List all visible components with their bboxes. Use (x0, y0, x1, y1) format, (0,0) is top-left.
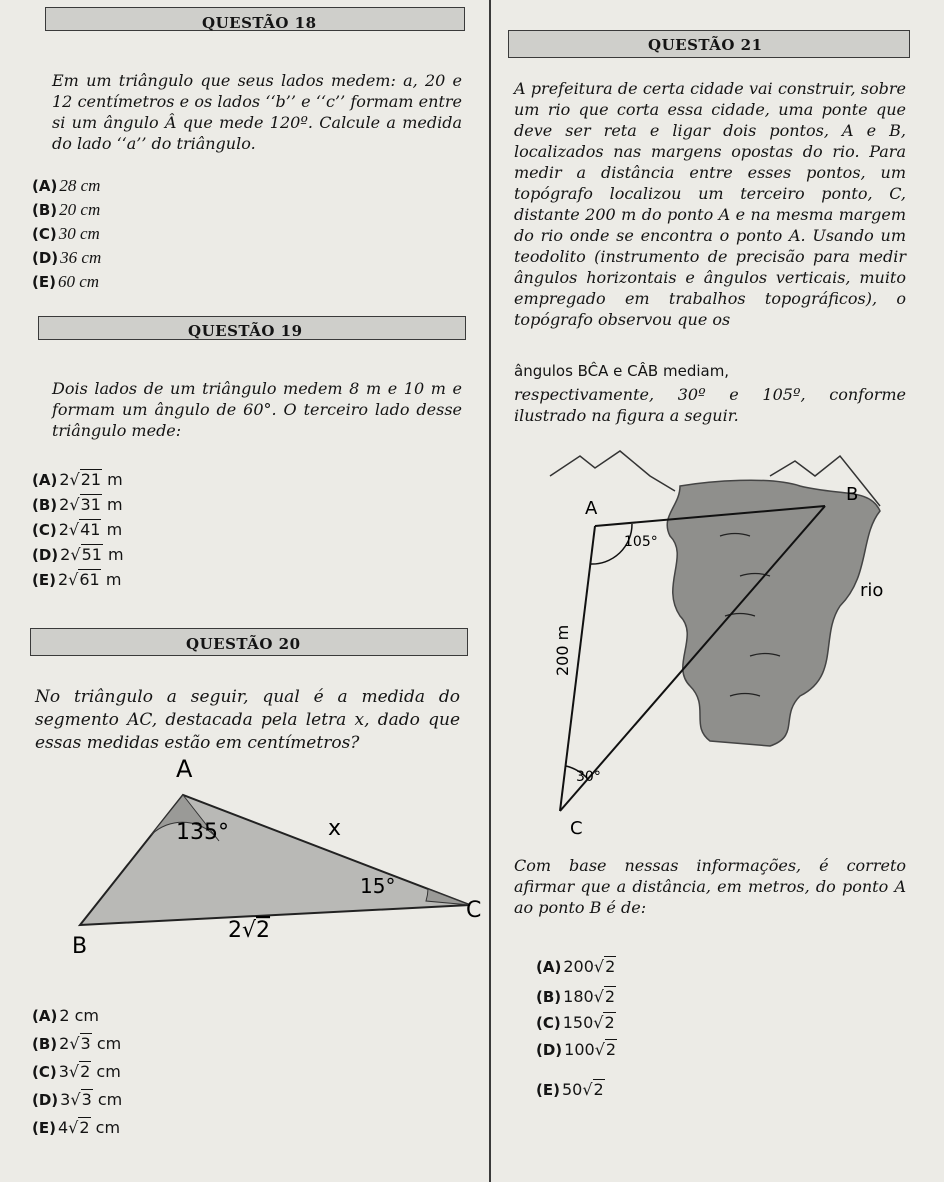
radicand: 31 (80, 495, 101, 514)
q20-option-0[interactable] (32, 1006, 99, 1026)
radicand: 3 (81, 1090, 92, 1109)
angle-c-label: 15° (360, 874, 396, 898)
option-letter: (B) (536, 988, 562, 1006)
unit: cm (96, 1062, 121, 1081)
option-letter: (D) (536, 1041, 563, 1059)
unit: m (108, 545, 124, 564)
q20-option-4[interactable]: (E) 4√2 cm (32, 1118, 121, 1137)
q20-triangle-figure (60, 755, 490, 955)
point-a-label: A (585, 498, 598, 519)
option-letter: (B) (32, 1035, 58, 1053)
coef: 2 (57, 570, 69, 589)
radicand: 41 (80, 520, 101, 539)
radicand: 61 (79, 570, 100, 589)
option-letter: (A) (32, 471, 58, 489)
coef: 2 (60, 545, 71, 564)
q18-option-4[interactable] (32, 272, 99, 292)
q21-stem-1: A prefeitura de certa cidade vai construir, sobre um rio que corta essa cidade, uma ponte que deve ser reta e ligar dois pontos, A e B, localizados nas margens opostas do rio. Para medir a distância entre esses pontos, um topógrafo localizou um terceiro ponto, C, distante 200 m do ponto A e na mesma margem do rio onde se encontra o ponto A. Usando um teodolito (instrumento de precisão para medir ângulos horizontais e ângulos verticais, muito empregado em trabalhos topográficos), o topógrafo observou que os (514, 79, 906, 329)
q21-river-figure (540, 436, 910, 836)
angle-a-value: 105° (624, 534, 658, 550)
option-letter: (E) (32, 1119, 56, 1137)
unit: m (107, 495, 123, 514)
coef: 2 (59, 1034, 70, 1053)
option-letter: (A) (536, 958, 562, 976)
coef: 2 (59, 470, 70, 489)
q19-option-0[interactable]: (A) 2√21 m (32, 470, 123, 489)
unit: m (106, 520, 123, 539)
option-text: 2 cm (59, 1006, 99, 1025)
q18-stem: Em um triângulo que seus lados medem: a, 20 e 12 centímetros e os lados ‘‘b’’ e ‘‘c’’ formam entre si um ângulo Â que mede 120º. Calcule a medida do lado ‘‘a’’ do triângulo. (52, 71, 462, 153)
q18-title: QUESTÃO 18 (202, 14, 317, 32)
option-letter: (C) (536, 1014, 561, 1032)
option-letter: (C) (32, 521, 57, 539)
option-text: 60 cm (57, 272, 100, 291)
q20-title: QUESTÃO 20 (186, 635, 301, 653)
side-x-label: x (328, 816, 342, 841)
q21-option-1[interactable]: (B) 180√2 (536, 987, 616, 1006)
coef: 180 (563, 987, 594, 1006)
option-text: 30 cm (58, 224, 100, 243)
river-label: rio (860, 580, 884, 601)
q20-option-1[interactable]: (B) 2√3 cm (32, 1034, 122, 1053)
q19-option-3[interactable]: (D) 2√51 m (32, 545, 124, 564)
q19-option-4[interactable]: (E) 2√61 m (32, 570, 122, 589)
q20-option-3[interactable]: (D) 3√3 cm (32, 1090, 123, 1109)
column-divider (489, 0, 491, 1182)
q20-option-2[interactable]: (C) 3√2 cm (32, 1062, 121, 1081)
point-b-label: B (846, 484, 859, 505)
left-mountains (550, 451, 675, 491)
q21-option-4[interactable]: (E) 50√2 (536, 1080, 604, 1099)
q18-option-2[interactable] (32, 224, 100, 244)
option-letter: (D) (32, 249, 59, 267)
coef: 100 (564, 1040, 595, 1059)
radicand: 2 (604, 1013, 615, 1032)
q19-stem: Dois lados de um triângulo medem 8 m e 10 m e formam um ângulo de 60°. O terceiro lado desse triângulo mede: (52, 379, 462, 440)
side-bc-label: 2√2 (228, 918, 271, 943)
coef: 150 (562, 1013, 594, 1032)
option-text: 28 cm (59, 176, 101, 195)
q21-option-2[interactable]: (C) 150√2 (536, 1013, 615, 1032)
coef: 3 (60, 1090, 71, 1109)
angle-c-value: 30° (576, 769, 601, 785)
option-letter: (D) (32, 1091, 59, 1109)
q19-title: QUESTÃO 19 (188, 322, 303, 340)
radicand: 51 (81, 545, 102, 564)
unit: m (105, 570, 122, 589)
option-letter: (C) (32, 225, 57, 243)
q21-title: QUESTÃO 21 (648, 36, 763, 54)
option-letter: (A) (32, 177, 58, 195)
angle-a-label: 135° (176, 820, 229, 845)
radicand: 2 (604, 987, 616, 1006)
q19-option-1[interactable]: (B) 2√31 m (32, 495, 123, 514)
option-letter: (B) (32, 496, 58, 514)
q19-option-2[interactable]: (C) 2√41 m (32, 520, 123, 539)
q18-option-1[interactable] (32, 200, 100, 220)
triangle-abc (80, 795, 470, 925)
option-text: 20 cm (59, 200, 101, 219)
option-letter: (E) (32, 273, 56, 291)
option-letter: (C) (32, 1063, 57, 1081)
coef: 2 (59, 495, 70, 514)
vertex-c-label: C (466, 898, 482, 923)
radicand: 21 (80, 470, 102, 489)
unit: cm (96, 1034, 122, 1053)
coef: 200 (563, 957, 594, 976)
radicand: 2 (593, 1080, 604, 1099)
q21-option-3[interactable]: (D) 100√2 (536, 1040, 617, 1059)
option-letter: (A) (32, 1007, 58, 1025)
coef: 50 (561, 1080, 583, 1099)
q21-stem-3: Com base nessas informações, é correto afirmar que a distância, em metros, do ponto A ao ponto B é de: (514, 856, 906, 917)
option-letter: (B) (32, 201, 58, 219)
unit: cm (95, 1118, 121, 1137)
q21-stem-2: respectivamente, 30º e 105º, conforme ilustrado na figura a seguir. (514, 385, 906, 425)
unit: cm (97, 1090, 123, 1109)
vertex-a-label: A (176, 755, 193, 783)
river-area (667, 480, 880, 746)
coef: 4 (57, 1118, 69, 1137)
option-letter: (E) (32, 571, 56, 589)
option-letter: (E) (536, 1081, 560, 1099)
distance-label: 200 m (553, 624, 572, 676)
option-text: 36 cm (60, 248, 102, 267)
coef: 3 (58, 1062, 69, 1081)
radicand: 2 (80, 1062, 91, 1081)
radicand: 2 (605, 957, 616, 976)
q21-stem-angles: ângulos BĈA e CÂB mediam, (514, 362, 730, 380)
vertex-b-label: B (72, 934, 88, 955)
q21-option-0[interactable]: (A) 200√2 (536, 957, 616, 976)
q18-option-3[interactable] (32, 248, 101, 268)
point-c-label: C (570, 818, 583, 836)
coef: 2 (58, 520, 69, 539)
unit: m (107, 470, 123, 489)
q18-option-0[interactable] (32, 176, 100, 196)
radicand: 2 (79, 1118, 90, 1137)
option-letter: (D) (32, 546, 59, 564)
q20-stem: No triângulo a seguir, qual é a medida do segmento AC, destacada pela letra x, dado que essas medidas estão em centímetros? (35, 687, 460, 753)
radicand: 3 (80, 1034, 91, 1053)
radicand: 2 (605, 1040, 617, 1059)
